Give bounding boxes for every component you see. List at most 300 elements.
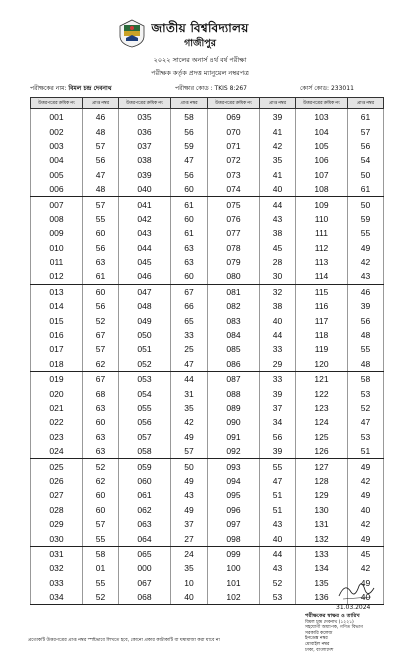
signatory-line: ইনডেক্স নম্বর [305, 636, 328, 642]
cell-serial-4: 109 [296, 197, 348, 212]
cell-marks-4: 42 [348, 474, 384, 488]
table-row [31, 531, 384, 546]
cell-marks-4: 49 [348, 531, 384, 546]
cell-marks-4: 59 [348, 212, 384, 226]
cell-marks-1: 56 [83, 153, 119, 167]
cell-serial-1: 011 [31, 255, 83, 269]
cell-serial-3: 079 [208, 255, 260, 269]
cell-serial-4: 119 [296, 342, 348, 356]
cell-marks-4: 40 [348, 590, 384, 605]
cell-marks-3: 45 [260, 241, 296, 255]
cell-serial-1: 025 [31, 459, 83, 474]
cell-marks-2: 63 [171, 241, 208, 255]
cell-marks-3: 53 [260, 590, 296, 605]
signatory-line: সরকারি কলেজ [305, 630, 333, 636]
cell-marks-2: 35 [171, 401, 208, 415]
cell-serial-2: 062 [119, 503, 171, 517]
cell-marks-1: 01 [83, 561, 119, 575]
cell-marks-4: 45 [348, 546, 384, 561]
cell-serial-4: 115 [296, 284, 348, 299]
cell-marks-1: 60 [83, 226, 119, 240]
cell-serial-4: 128 [296, 474, 348, 488]
cell-marks-3: 40 [260, 182, 296, 197]
cell-serial-2: 067 [119, 576, 171, 590]
cell-serial-1: 023 [31, 430, 83, 444]
cell-serial-3: 072 [208, 153, 260, 167]
cell-marks-4: 39 [348, 299, 384, 313]
cell-serial-3: 078 [208, 241, 260, 255]
cell-marks-4: 53 [348, 386, 384, 400]
table-row [31, 124, 384, 138]
cell-serial-3: 098 [208, 531, 260, 546]
course-label: পরীক্ষার কোড : [175, 85, 213, 92]
table-row [31, 139, 384, 153]
table-row [31, 342, 384, 356]
cell-marks-3: 39 [260, 109, 296, 125]
cell-marks-4: 54 [348, 153, 384, 167]
cell-serial-3: 092 [208, 444, 260, 459]
header-serial-4: উত্তরপত্রের ক্রমিক নং [296, 98, 348, 109]
cell-marks-2: 35 [171, 561, 208, 575]
cell-marks-4: 49 [348, 488, 384, 502]
cell-marks-1: 63 [83, 444, 119, 459]
cell-serial-2: 040 [119, 182, 171, 197]
cell-marks-1: 57 [83, 517, 119, 531]
cell-serial-2: 038 [119, 153, 171, 167]
cell-serial-3: 101 [208, 576, 260, 590]
cell-serial-3: 077 [208, 226, 260, 240]
cell-marks-1: 52 [83, 590, 119, 605]
table-row [31, 459, 384, 474]
cell-marks-4: 52 [348, 401, 384, 415]
cell-serial-2: 060 [119, 474, 171, 488]
cell-marks-1: 56 [83, 241, 119, 255]
cell-serial-4: 124 [296, 415, 348, 429]
cell-marks-2: 63 [171, 255, 208, 269]
cell-serial-1: 021 [31, 401, 83, 415]
cell-marks-3: 32 [260, 284, 296, 299]
cell-serial-1: 017 [31, 342, 83, 356]
cell-serial-4: 110 [296, 212, 348, 226]
cell-serial-1: 033 [31, 576, 83, 590]
cell-marks-1: 58 [83, 546, 119, 561]
header-marks-3: প্রাপ্ত নম্বর [260, 98, 296, 109]
cell-marks-1: 62 [83, 357, 119, 372]
cell-marks-2: 49 [171, 430, 208, 444]
cell-marks-1: 62 [83, 474, 119, 488]
cell-marks-4: 49 [348, 576, 384, 590]
cell-serial-3: 096 [208, 503, 260, 517]
cell-serial-2: 064 [119, 531, 171, 546]
header-marks-1: প্রাপ্ত নম্বর [83, 98, 119, 109]
header-serial-3: উত্তরপত্রের ক্রমিক নং [208, 98, 260, 109]
cell-serial-2: 047 [119, 284, 171, 299]
exam-title: ২০২২ সালের অনার্স ৪র্থ বর্ষ পরীক্ষা [153, 56, 247, 64]
table-row [31, 255, 384, 269]
marks-table-body [31, 109, 384, 605]
cell-marks-4: 55 [348, 226, 384, 240]
cell-serial-4: 117 [296, 313, 348, 327]
cell-marks-2: 56 [171, 124, 208, 138]
cell-marks-4: 40 [348, 503, 384, 517]
table-row [31, 517, 384, 531]
cell-serial-1: 010 [31, 241, 83, 255]
cell-marks-1: 67 [83, 372, 119, 387]
university-city: গাজীপুর [184, 38, 216, 49]
cell-marks-2: 66 [171, 299, 208, 313]
cell-marks-4: 50 [348, 168, 384, 182]
cell-serial-1: 004 [31, 153, 83, 167]
cell-marks-3: 40 [260, 531, 296, 546]
cell-marks-4: 47 [348, 415, 384, 429]
cell-marks-4: 56 [348, 139, 384, 153]
course-subcode: 8:267 [229, 85, 247, 92]
cell-marks-1: 46 [83, 109, 119, 125]
cell-marks-1: 55 [83, 212, 119, 226]
cell-marks-2: 50 [171, 459, 208, 474]
cell-serial-1: 008 [31, 212, 83, 226]
cell-marks-2: 56 [171, 168, 208, 182]
cell-serial-1: 007 [31, 197, 83, 212]
signature-scribble [337, 578, 377, 602]
signatory-block [305, 614, 363, 653]
table-header-row [31, 98, 384, 109]
cell-serial-4: 135 [296, 576, 348, 590]
cell-serial-3: 094 [208, 474, 260, 488]
cell-serial-2: 053 [119, 372, 171, 387]
cell-marks-4: 42 [348, 255, 384, 269]
cell-serial-2: 052 [119, 357, 171, 372]
cell-marks-1: 61 [83, 269, 119, 284]
center-code: 233011 [330, 85, 354, 92]
cell-serial-4: 125 [296, 430, 348, 444]
cell-marks-3: 30 [260, 269, 296, 284]
cell-marks-2: 37 [171, 517, 208, 531]
cell-marks-2: 10 [171, 576, 208, 590]
cell-serial-1: 001 [31, 109, 83, 125]
cell-serial-2: 039 [119, 168, 171, 182]
cell-serial-3: 081 [208, 284, 260, 299]
cell-serial-2: 035 [119, 109, 171, 125]
cell-serial-2: 057 [119, 430, 171, 444]
course-info [175, 83, 247, 94]
cell-marks-3: 55 [260, 459, 296, 474]
cell-serial-4: 133 [296, 546, 348, 561]
cell-serial-2: 065 [119, 546, 171, 561]
cell-serial-3: 082 [208, 299, 260, 313]
cell-marks-3: 52 [260, 576, 296, 590]
cell-serial-4: 107 [296, 168, 348, 182]
table-row [31, 576, 384, 590]
cell-marks-1: 55 [83, 531, 119, 546]
table-row [31, 109, 384, 125]
table-row [31, 474, 384, 488]
cell-marks-1: 60 [83, 488, 119, 502]
cell-marks-3: 29 [260, 357, 296, 372]
cell-serial-2: 068 [119, 590, 171, 605]
cell-serial-2: 055 [119, 401, 171, 415]
cell-marks-4: 49 [348, 459, 384, 474]
cell-marks-3: 43 [260, 517, 296, 531]
cell-marks-3: 51 [260, 488, 296, 502]
cell-serial-3: 088 [208, 386, 260, 400]
cell-serial-3: 091 [208, 430, 260, 444]
header-serial-2: উত্তরপত্রের ক্রমিক নং [119, 98, 171, 109]
cell-serial-3: 093 [208, 459, 260, 474]
cell-marks-4: 42 [348, 517, 384, 531]
cell-serial-2: 045 [119, 255, 171, 269]
signatory-line: ঢাকা, বাংলাদেশ [305, 647, 334, 653]
cell-serial-4: 123 [296, 401, 348, 415]
marks-table [30, 97, 384, 605]
cell-serial-3: 097 [208, 517, 260, 531]
cell-serial-3: 069 [208, 109, 260, 125]
cell-marks-2: 57 [171, 444, 208, 459]
cell-marks-3: 38 [260, 226, 296, 240]
cell-marks-1: 48 [83, 182, 119, 197]
university-name: জাতীয় বিশ্ববিদ্যালয় [151, 21, 249, 35]
cell-serial-1: 029 [31, 517, 83, 531]
cell-marks-3: 39 [260, 386, 296, 400]
cell-marks-3: 40 [260, 313, 296, 327]
table-row [31, 182, 384, 197]
cell-serial-4: 112 [296, 241, 348, 255]
table-row [31, 168, 384, 182]
cell-serial-2: 042 [119, 212, 171, 226]
cell-marks-3: 35 [260, 153, 296, 167]
cell-marks-2: 61 [171, 197, 208, 212]
cell-serial-4: 116 [296, 299, 348, 313]
cell-serial-2: 037 [119, 139, 171, 153]
cell-serial-3: 100 [208, 561, 260, 575]
cell-marks-1: 67 [83, 328, 119, 342]
table-row [31, 226, 384, 240]
table-row [31, 488, 384, 502]
cell-marks-4: 50 [348, 197, 384, 212]
signature-date: 31.03.2024 [336, 604, 371, 611]
cell-marks-4: 51 [348, 444, 384, 459]
cell-marks-1: 56 [83, 299, 119, 313]
cell-serial-4: 134 [296, 561, 348, 575]
cell-marks-4: 56 [348, 313, 384, 327]
cell-marks-3: 33 [260, 372, 296, 387]
cell-marks-1: 60 [83, 284, 119, 299]
signatory-title: পরীক্ষকের স্বাক্ষর ও তারিখ [305, 613, 360, 619]
cell-serial-1: 027 [31, 488, 83, 502]
cell-marks-3: 44 [260, 197, 296, 212]
examiner-label: পরীক্ষকের নাম: [30, 85, 67, 92]
center-label: কোর্স কোড: [300, 85, 330, 92]
cell-serial-4: 120 [296, 357, 348, 372]
cell-serial-3: 083 [208, 313, 260, 327]
cell-serial-4: 130 [296, 503, 348, 517]
cell-serial-3: 095 [208, 488, 260, 502]
cell-serial-4: 104 [296, 124, 348, 138]
cell-marks-2: 49 [171, 474, 208, 488]
table-row [31, 401, 384, 415]
cell-marks-3: 51 [260, 503, 296, 517]
table-row [31, 357, 384, 372]
cell-serial-2: 050 [119, 328, 171, 342]
cell-marks-2: 47 [171, 153, 208, 167]
cell-marks-2: 67 [171, 284, 208, 299]
cell-serial-1: 034 [31, 590, 83, 605]
cell-serial-1: 014 [31, 299, 83, 313]
cell-serial-3: 080 [208, 269, 260, 284]
cell-marks-3: 44 [260, 328, 296, 342]
cell-marks-2: 60 [171, 182, 208, 197]
cell-marks-1: 63 [83, 255, 119, 269]
cell-serial-3: 070 [208, 124, 260, 138]
cell-marks-1: 47 [83, 168, 119, 182]
cell-marks-3: 38 [260, 299, 296, 313]
cell-marks-2: 58 [171, 109, 208, 125]
table-row [31, 546, 384, 561]
table-row [31, 212, 384, 226]
table-row [31, 284, 384, 299]
cell-serial-1: 026 [31, 474, 83, 488]
cell-serial-1: 032 [31, 561, 83, 575]
table-row [31, 444, 384, 459]
cell-serial-2: 043 [119, 226, 171, 240]
cell-serial-2: 046 [119, 269, 171, 284]
cell-marks-2: 47 [171, 357, 208, 372]
cell-serial-2: 058 [119, 444, 171, 459]
cell-marks-2: 65 [171, 313, 208, 327]
cell-serial-1: 006 [31, 182, 83, 197]
cell-marks-1: 57 [83, 197, 119, 212]
table-row [31, 241, 384, 255]
cell-marks-1: 60 [83, 503, 119, 517]
cell-marks-1: 63 [83, 430, 119, 444]
cell-serial-4: 106 [296, 153, 348, 167]
cell-serial-4: 111 [296, 226, 348, 240]
cell-serial-3: 073 [208, 168, 260, 182]
cell-serial-1: 013 [31, 284, 83, 299]
cell-serial-1: 015 [31, 313, 83, 327]
cell-marks-2: 25 [171, 342, 208, 356]
cell-serial-2: 036 [119, 124, 171, 138]
cell-serial-1: 030 [31, 531, 83, 546]
cell-serial-4: 113 [296, 255, 348, 269]
cell-serial-2: 000 [119, 561, 171, 575]
cell-marks-4: 55 [348, 342, 384, 356]
cell-marks-3: 34 [260, 415, 296, 429]
cell-serial-3: 075 [208, 197, 260, 212]
cell-marks-1: 63 [83, 401, 119, 415]
cell-serial-2: 063 [119, 517, 171, 531]
examiner-info [30, 83, 112, 94]
table-row [31, 415, 384, 429]
cell-serial-4: 131 [296, 517, 348, 531]
cell-marks-2: 42 [171, 415, 208, 429]
sheet-title: পরীক্ষক কর্তৃক প্রদত্ত ম্যানুয়েল নম্বরপত্র [151, 69, 249, 77]
header-marks-4: প্রাপ্ত নম্বর [348, 98, 384, 109]
cell-marks-4: 49 [348, 241, 384, 255]
cell-marks-2: 44 [171, 372, 208, 387]
cell-serial-4: 118 [296, 328, 348, 342]
cell-marks-2: 24 [171, 546, 208, 561]
table-row [31, 269, 384, 284]
course-code: TKIS [214, 85, 228, 92]
cell-marks-4: 42 [348, 561, 384, 575]
cell-serial-3: 086 [208, 357, 260, 372]
cell-marks-1: 60 [83, 415, 119, 429]
cell-marks-2: 27 [171, 531, 208, 546]
cell-serial-3: 087 [208, 372, 260, 387]
cell-serial-1: 009 [31, 226, 83, 240]
header-serial-1: উত্তরপত্রের ক্রমিক নং [31, 98, 83, 109]
cell-serial-1: 028 [31, 503, 83, 517]
cell-serial-3: 099 [208, 546, 260, 561]
table-row [31, 503, 384, 517]
cell-marks-1: 57 [83, 139, 119, 153]
cell-marks-4: 43 [348, 269, 384, 284]
cell-marks-4: 61 [348, 182, 384, 197]
table-row [31, 590, 384, 605]
header-marks-2: প্রাপ্ত নম্বর [171, 98, 208, 109]
cell-serial-4: 114 [296, 269, 348, 284]
signatory-line: সহযোগী অধ্যাপক, গণিত বিভাগ [305, 625, 363, 631]
cell-marks-3: 42 [260, 139, 296, 153]
cell-marks-2: 31 [171, 386, 208, 400]
cell-serial-1: 020 [31, 386, 83, 400]
cell-serial-1: 018 [31, 357, 83, 372]
cell-marks-2: 59 [171, 139, 208, 153]
cell-serial-2: 049 [119, 313, 171, 327]
footer-note: প্রত্যেকটি উত্তরপত্রের প্রাপ্ত নম্বর স্পষ্টভাবে লিখতে হবে, কোনো প্রকার কাটাকাটি বা ঘষামাজা করা যাবে না [28, 638, 220, 643]
cell-serial-1: 019 [31, 372, 83, 387]
cell-serial-2: 051 [119, 342, 171, 356]
cell-serial-3: 090 [208, 415, 260, 429]
center-info [300, 83, 354, 94]
cell-serial-3: 089 [208, 401, 260, 415]
cell-serial-4: 127 [296, 459, 348, 474]
cell-marks-3: 37 [260, 401, 296, 415]
cell-serial-3: 102 [208, 590, 260, 605]
cell-marks-4: 61 [348, 109, 384, 125]
cell-serial-2: 056 [119, 415, 171, 429]
cell-serial-3: 074 [208, 182, 260, 197]
cell-marks-2: 43 [171, 488, 208, 502]
examiner-name: বিমল চন্দ্র দেবনাথ [68, 85, 112, 92]
cell-marks-2: 49 [171, 503, 208, 517]
cell-serial-3: 085 [208, 342, 260, 356]
table-row [31, 197, 384, 212]
cell-serial-4: 129 [296, 488, 348, 502]
cell-serial-4: 105 [296, 139, 348, 153]
cell-marks-3: 47 [260, 474, 296, 488]
cell-serial-4: 136 [296, 590, 348, 605]
cell-marks-4: 48 [348, 357, 384, 372]
cell-serial-4: 126 [296, 444, 348, 459]
cell-marks-3: 56 [260, 430, 296, 444]
cell-marks-2: 61 [171, 226, 208, 240]
table-row [31, 386, 384, 400]
cell-marks-4: 48 [348, 328, 384, 342]
cell-marks-1: 52 [83, 313, 119, 327]
cell-marks-1: 68 [83, 386, 119, 400]
cell-serial-2: 041 [119, 197, 171, 212]
cell-serial-2: 059 [119, 459, 171, 474]
cell-marks-3: 41 [260, 168, 296, 182]
cell-serial-2: 048 [119, 299, 171, 313]
table-row [31, 153, 384, 167]
cell-serial-4: 121 [296, 372, 348, 387]
cell-serial-4: 103 [296, 109, 348, 125]
cell-marks-3: 44 [260, 546, 296, 561]
table-row [31, 328, 384, 342]
